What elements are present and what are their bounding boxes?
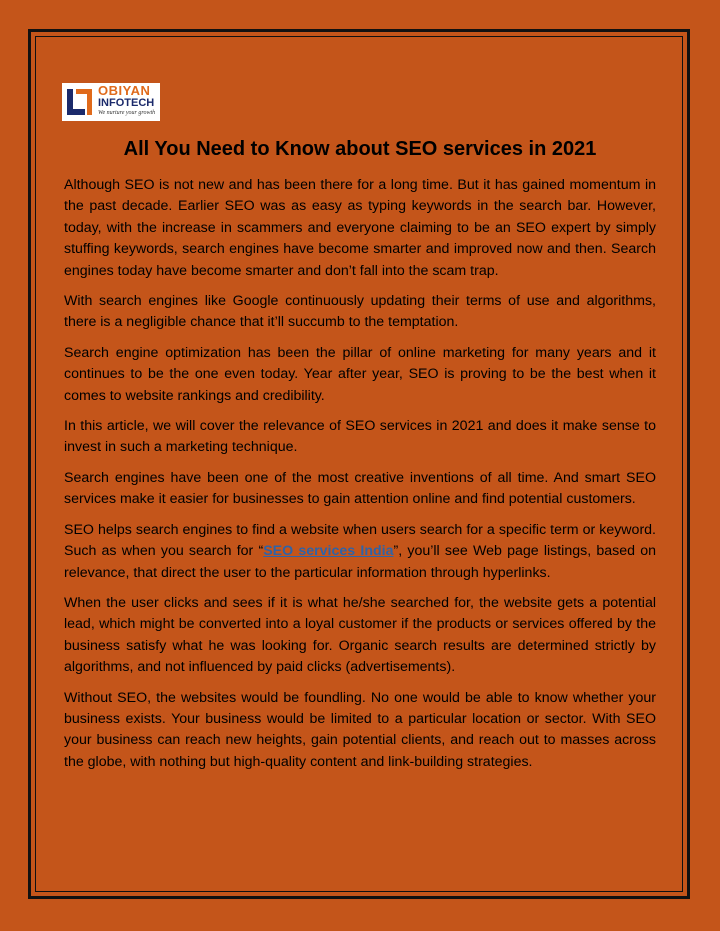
logo-text-obiyan: OBIYAN <box>98 83 151 98</box>
document-body <box>64 175 656 782</box>
company-logo <box>62 83 160 121</box>
logo-tagline: We nurture your growth <box>98 110 156 116</box>
paragraph-3: Search engine optimization has been the pillar of online marketing for many years and it continues to be the one even today. Year after year, SEO is proving to be the best when it comes to website rankings and credibility. <box>64 344 656 404</box>
paragraph-2: With search engines like Google continuously updating their terms of use and algorithms, there is a negligible chance that it’ll succumb to the temptation. <box>64 293 656 331</box>
seo-services-india-link[interactable]: SEO services India <box>263 543 394 560</box>
paragraph-8: Without SEO, the websites would be foundling. No one would be able to know whether your business exists. Your business would be limited to a particular location or sector. With SEO your business can reach new heights, gain potential clients, and reach out to masses across the globe, with nothing but high-quality content and link-building strategies. <box>64 689 656 770</box>
paragraph-6-text-after: ”, you’ll see Web page listings, based on relevance, that direct the user to the particular information through hyperlinks. <box>64 543 656 581</box>
paragraph-6 <box>64 520 656 584</box>
paragraph-4: In this article, we will cover the relevance of SEO services in 2021 and does it make sense to invest in such a marketing technique. <box>64 418 656 456</box>
paragraph-1: Although SEO is not new and has been there for a long time. But it has gained momentum in the past decade. Earlier SEO was as easy as typing keywords in the search bar. However, today, with the increase in scammers and everyone claiming to be an SEO expert by simply stuffing keywords, search engines have become smarter and improved now and then. Search engines today have become smarter and don’t fall into the scam trap. <box>64 177 656 279</box>
logo-mark-icon <box>64 85 96 119</box>
document-title: All You Need to Know about SEO services in 2021 <box>123 138 597 160</box>
paragraph-6-text-before: SEO helps search engines to find a website when users search for a specific term or keyword. Such as when you search for “ <box>64 521 656 560</box>
logo-text-infotech: INFOTECH <box>98 97 155 109</box>
paragraph-5: Search engines have been one of the most creative inventions of all time. And smart SEO services make it easier for businesses to gain attention online and find potential customers. <box>64 469 656 508</box>
paragraph-7: When the user clicks and sees if it is what he/she searched for, the website gets a potential lead, which might be converted into a loyal customer if the products or services offered by the business satisfy what he was looking for. Organic search results are determined strictly by algorithms, and not influenced by paid clicks (advertisements). <box>64 594 656 676</box>
